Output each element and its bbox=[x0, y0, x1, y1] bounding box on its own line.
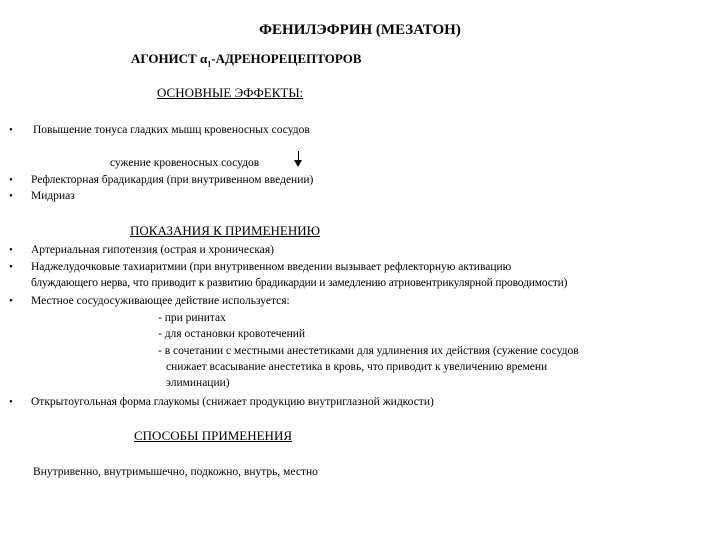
methods-text: Внутривенно, внутримышечно, подкожно, внутрь, местно bbox=[33, 466, 318, 478]
indication-item-2-line-1: Наджелудочковые тахиаритмии (при внутривенном введении вызывает рефлекторную активацию bbox=[31, 261, 512, 273]
indication-item-1: Артериальная гипотензия (острая и хроническая) bbox=[31, 244, 274, 256]
indication-item-3: Местное сосудосуживающее действие используется: bbox=[31, 295, 290, 307]
subtitle-prefix: АГОНИСТ α bbox=[131, 51, 208, 66]
bullet: • bbox=[9, 124, 13, 136]
page-title: ФЕНИЛЭФРИН (МЕЗАТОН) bbox=[259, 22, 461, 38]
effect-item-1: Повышение тонуса гладких мышц кровеносных сосудов bbox=[33, 124, 310, 136]
subtitle-subscript: 1 bbox=[207, 59, 212, 69]
effect-item-3: Мидриаз bbox=[31, 190, 75, 202]
indication-item-4: Открытоугольная форма глаукомы (снижает продукцию внутриглазной жидкости) bbox=[31, 396, 434, 408]
bullet: • bbox=[9, 244, 13, 256]
bullet: • bbox=[9, 261, 13, 273]
effects-heading: ОСНОВНЫЕ ЭФФЕКТЫ: bbox=[157, 85, 304, 100]
effect-item-2: Рефлекторная брадикардия (при внутривенном введении) bbox=[31, 174, 314, 186]
indications-heading: ПОКАЗАНИЯ К ПРИМЕНЕНИЮ bbox=[130, 223, 321, 238]
methods-heading: СПОСОБЫ ПРИМЕНЕНИЯ bbox=[134, 428, 292, 443]
indication-sub-3-line-2: снижает всасывание анестетика в кровь, что приводит к увеличению времени bbox=[166, 361, 548, 373]
bullet: • bbox=[9, 396, 13, 408]
arrow-down-icon-head bbox=[294, 160, 302, 167]
indication-sub-3-line-3: элиминации) bbox=[166, 377, 230, 389]
indication-item-2-line-2: блуждающего нерва, что приводит к развитию брадикардии и замедлению атриовентрикулярной проводимости) bbox=[31, 277, 568, 289]
subtitle-suffix: -АДРЕНОРЕЦЕПТОРОВ bbox=[211, 51, 362, 66]
indication-sub-3-line-1: - в сочетании с местными анестетиками для удлинения их действия (сужение сосудов bbox=[158, 345, 579, 357]
page-subtitle bbox=[131, 51, 362, 69]
effect-item-1-result: сужение кровеносных сосудов bbox=[110, 157, 260, 169]
bullet: • bbox=[9, 174, 13, 186]
indication-sub-2: - для остановки кровотечений bbox=[158, 328, 306, 340]
indication-sub-1: - при ринитах bbox=[158, 312, 226, 324]
bullet: • bbox=[9, 295, 13, 307]
bullet: • bbox=[9, 190, 13, 202]
